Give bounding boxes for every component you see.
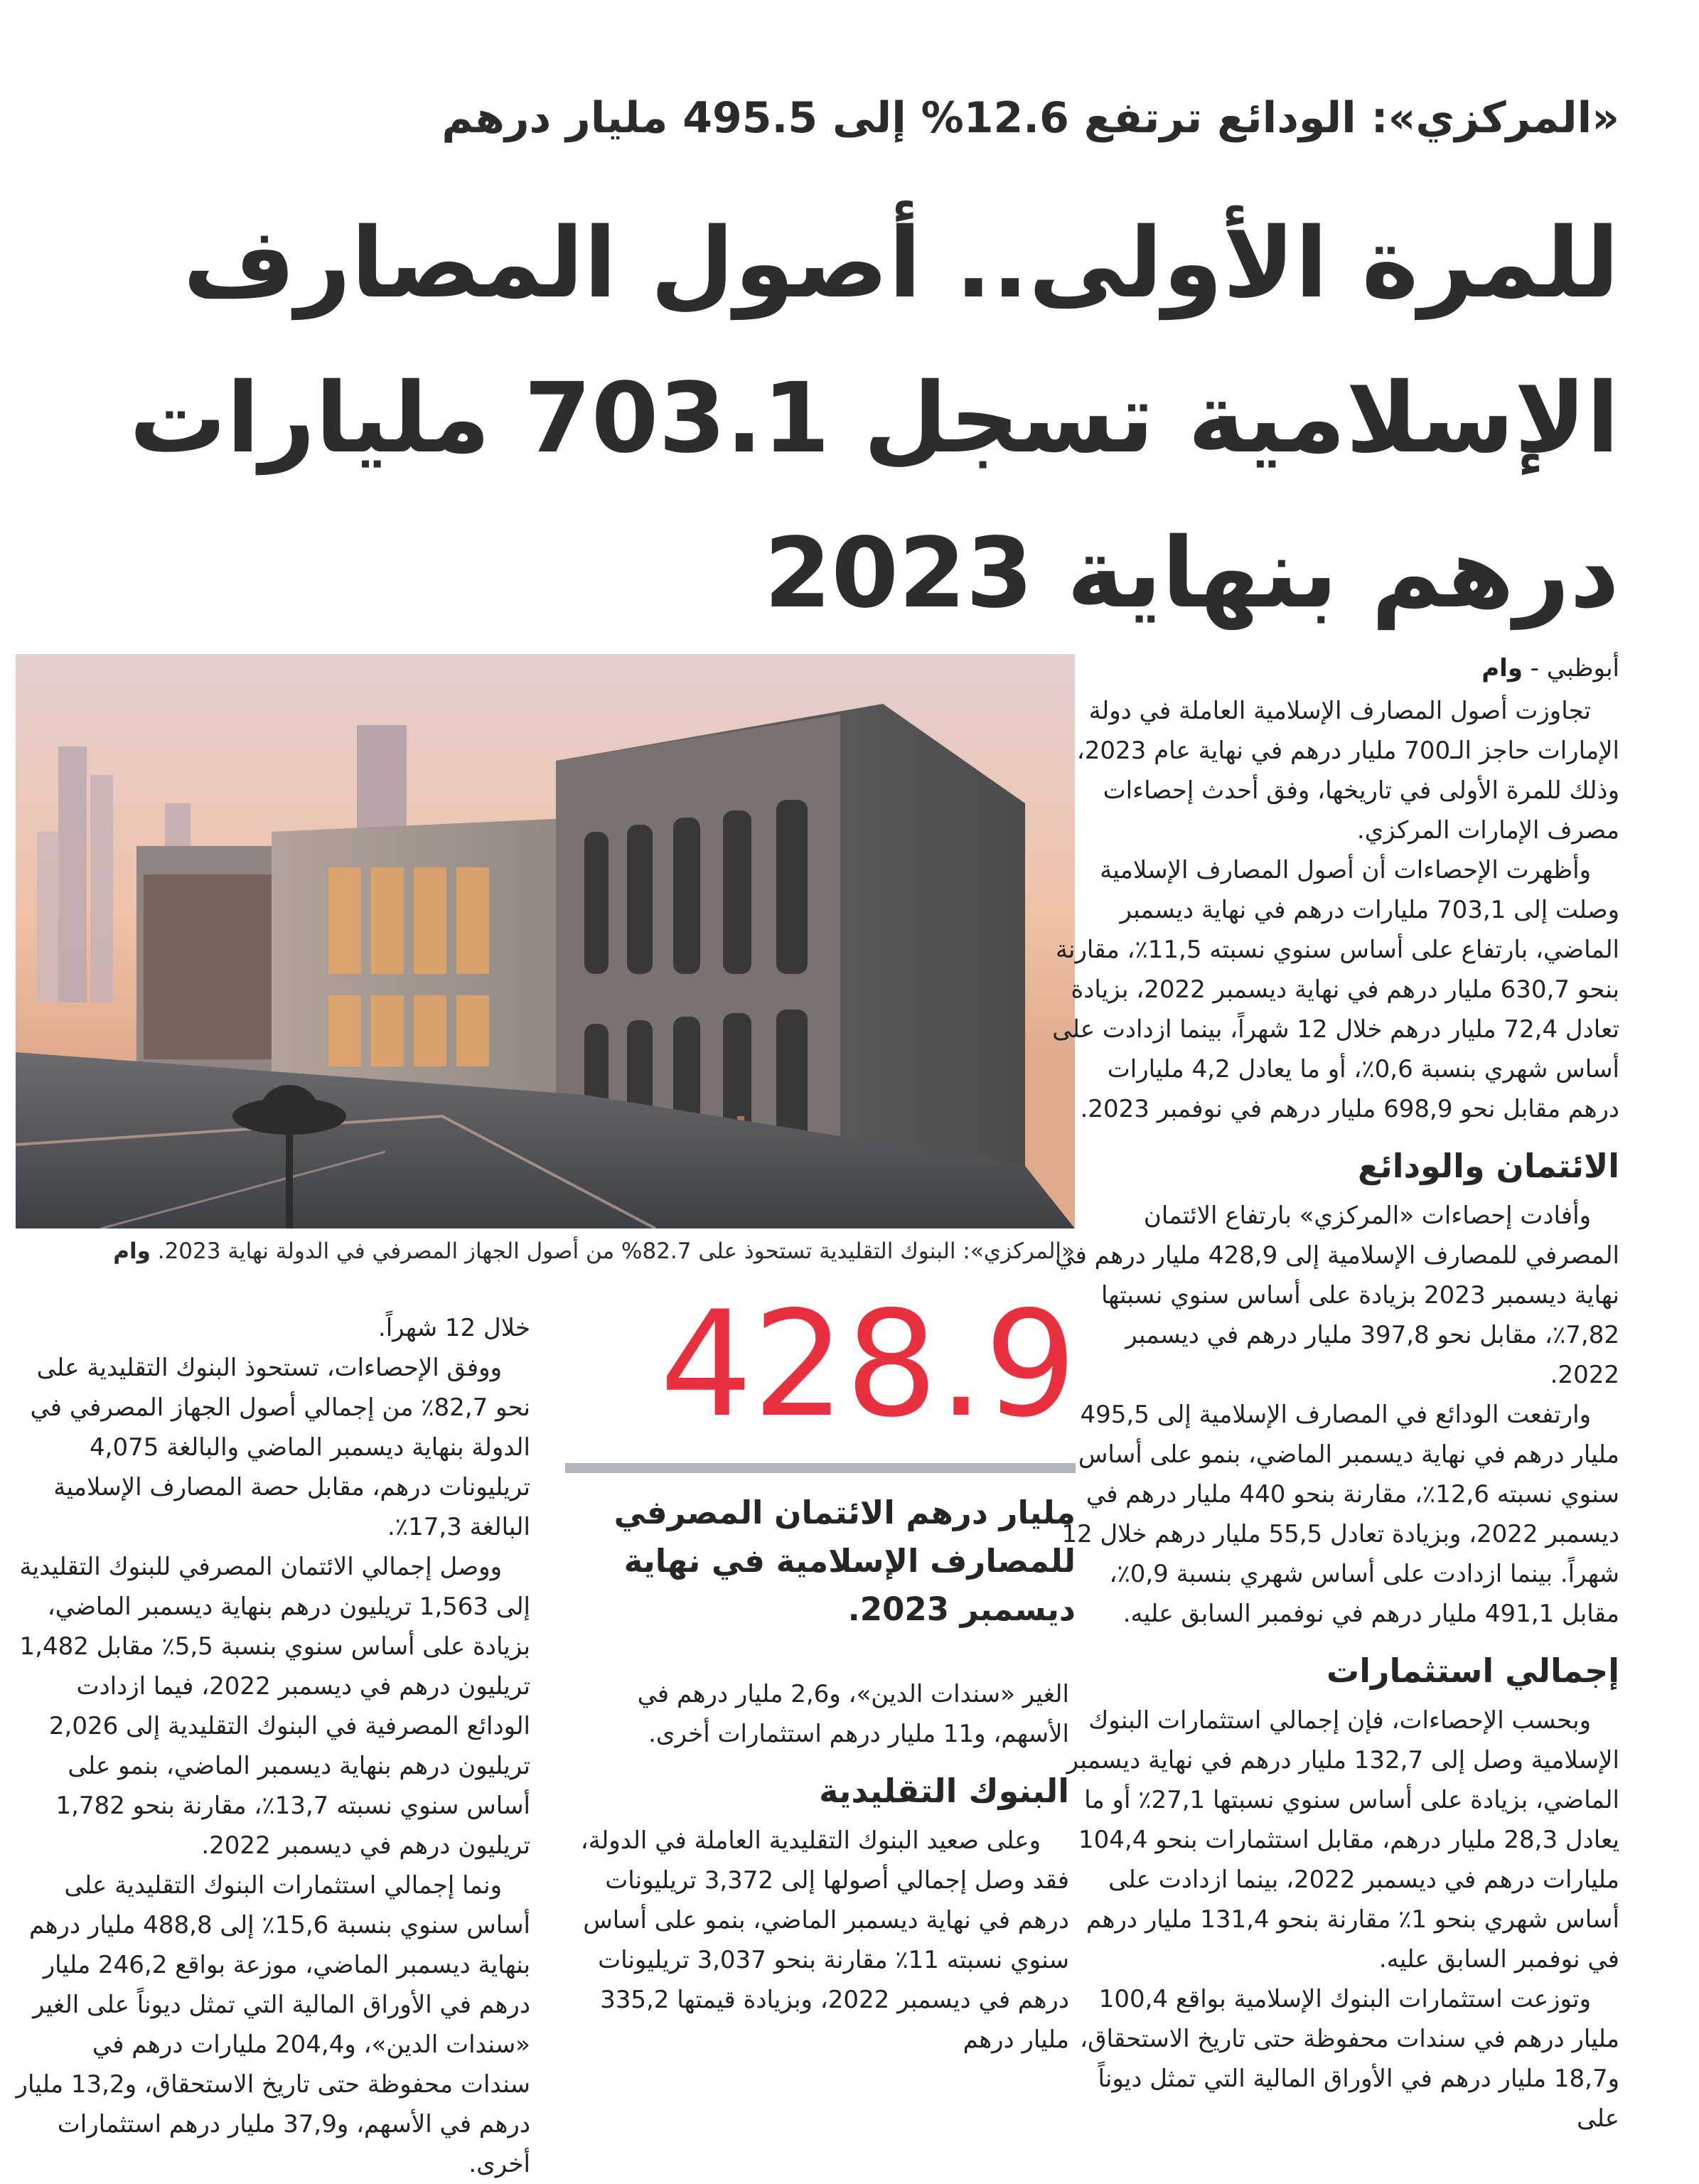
photo-caption <box>16 1237 1075 1265</box>
article-kicker: «المركزي»: الودائع ترتفع 12.6% إلى 495.5 مليار درهم <box>441 93 1619 143</box>
paragraph: تجاوزت أصول المصارف الإسلامية العاملة في دولة الإمارات حاجز الـ700 مليار درهم في نهاية عام 2023، وذلك للمرة الأولى في تاريخها، وفق أحدث إحصاءات مصرف الإمارات المركزي. <box>1076 697 1619 845</box>
paragraph: وعلى صعيد البنوك التقليدية العاملة في الدولة، فقد وصل إجمالي أصولها إلى 3,372 تريليونات درهم في نهاية ديسمبر الماضي، بنمو على أساس سنوي نسبته 11٪ مقارنة بنحو 3,037 تريليونات درهم في ديسمبر 2022، وبزيادة قيمتها 335,2 مليار درهم <box>580 1826 1069 2054</box>
central-bank-building-illustration <box>16 654 1075 1228</box>
paragraph: وأظهرت الإحصاءات أن أصول المصارف الإسلامية وصلت إلى 703,1 مليارات درهم في نهاية ديسمبر الماضي، بارتفاع على أساس سنوي نسبته 11,5٪، مقارنة بنحو 630,7 مليار درهم في نهاية ديسمبر 2022، بزيادة تعادل 72,4 مليار درهم خلال 12 شهراً، بينما ازدادت على أساس شهري بنسبة 0,6٪، أو ما يعادل 4,2 مليارات درهم مقابل نحو 698,9 مليار درهم في نوفمبر 2023. <box>1052 856 1619 1123</box>
paragraph: خلال 12 شهراً. <box>377 1314 530 1342</box>
article-photo <box>16 654 1075 1228</box>
paragraph: وتوزعت استثمارات البنوك الإسلامية بواقع 100,4 مليار درهم في سندات محفوظة حتى تاريخ الاستحقاق، و18,7 مليار درهم في الأوراق المالية التي تمثل ديوناً على <box>1080 1985 1619 2133</box>
section-heading: البنوك التقليدية <box>819 1772 1069 1810</box>
byline-agency: وام <box>1481 654 1523 682</box>
caption-text: «المركزي»: البنوك التقليدية تستحوذ على 82.7% من أصول الجهاز المصرفي في الدولة نهاية 2023. <box>157 1238 1075 1264</box>
caption-credit: وام <box>113 1238 151 1264</box>
article-headline: للمرة الأولى.. أصول المصارف الإسلامية تسجل 703.1 مليارات درهم بنهاية 2023 <box>129 208 1619 630</box>
paragraph: ونما إجمالي استثمارات البنوك التقليدية على أساس سنوي بنسبة 15,6٪ إلى 488,8 مليار درهم بنهاية ديسمبر الماضي، موزعة بواقع 246,2 مليار درهم في الأوراق المالية التي تمثل ديوناً على الغير «سندات الدين»، و204,4 مليارات درهم في سندات محفوظة حتى تاريخ الاستحقاق، و13,2 مليار درهم في الأسهم، و37,9 مليار درهم استثمارات أخرى. <box>16 1871 530 2178</box>
section-heading: الائتمان والودائع <box>1358 1147 1619 1185</box>
highlight-number: 428.9 <box>660 1280 1077 1450</box>
article-column-left <box>16 1308 530 2184</box>
paragraph: وارتفعت الودائع في المصارف الإسلامية إلى 495,5 مليار درهم في نهاية ديسمبر الماضي، بنمو على أساس سنوي نسبته 12,6٪، مقارنة بنحو 440 مليار درهم في ديسمبر 2022، وبزيادة تعادل 55,5 مليار درهم خلال 12 شهراً. بينما ازدادت على أساس شهري بنسبة 0,9٪، مقابل 491,1 مليار درهم في نوفمبر السابق عليه. <box>1061 1401 1619 1628</box>
highlight-label: مليار درهم الائتمان المصرفي للمصارف الإسلامية في نهاية ديسمبر 2023. <box>613 1494 1076 1628</box>
section-heading: إجمالي استثمارات <box>1326 1652 1619 1690</box>
paragraph: وبحسب الإحصاءات، فإن إجمالي استثمارات البنوك الإسلامية وصل إلى 132,7 مليار درهم في نهاية ديسمبر الماضي، بزيادة على أساس سنوي نسبتها 27,1٪ أو ما يعادل 28,3 مليار درهم، مقابل استثمارات بنحو 104,4 مليارات درهم في ديسمبر 2022، بينما ازدادت على أساس شهري بنحو 1٪ مقارنة بنحو 131,4 مليار درهم في نوفمبر السابق عليه. <box>1066 1706 1619 1974</box>
article-column-middle <box>570 1674 1069 2060</box>
paragraph: ووصل إجمالي الائتمان المصرفي للبنوك التقليدية إلى 1,563 تريليون درهم بنهاية ديسمبر الماضي، بزيادة على أساس سنوي بنسبة 5,5٪ مقابل 1,482 تريليون درهم في ديسمبر 2022، فيما ازدادت الودائع المصرفية في البنوك التقليدية إلى 2,026 تريليون درهم بنهاية ديسمبر الماضي، بنمو على أساس سنوي نسبته 13,7٪، مقارنة بنحو 1,782 تريليون درهم في ديسمبر 2022. <box>19 1553 530 1860</box>
paragraph: وأفادت إحصاءات «المركزي» بارتفاع الائتمان المصرفي للمصارف الإسلامية إلى 428,9 مليار درهم في نهاية ديسمبر 2023 بزيادة على أساس سنوي نسبتها 7,82٪، مقابل نحو 397,8 مليار درهم في ديسمبر 2022. <box>1055 1201 1619 1389</box>
article-column-right <box>1051 648 1619 2138</box>
paragraph: الغير «سندات الدين»، و2,6 مليار درهم في الأسهم، و11 مليار درهم استثمارات أخرى. <box>637 1680 1069 1748</box>
paragraph: ووفق الإحصاءات، تستحوذ البنوك التقليدية على نحو 82,7٪ من إجمالي أصول الجهاز المصرفي في الدولة بنهاية ديسمبر الماضي والبالغة 4,075 تريليونات درهم، مقابل حصة المصارف الإسلامية البالغة 17,3٪. <box>30 1354 530 1541</box>
highlight-divider <box>565 1463 1076 1473</box>
byline <box>1051 648 1619 688</box>
byline-location: أبوظبي - <box>1522 654 1619 682</box>
